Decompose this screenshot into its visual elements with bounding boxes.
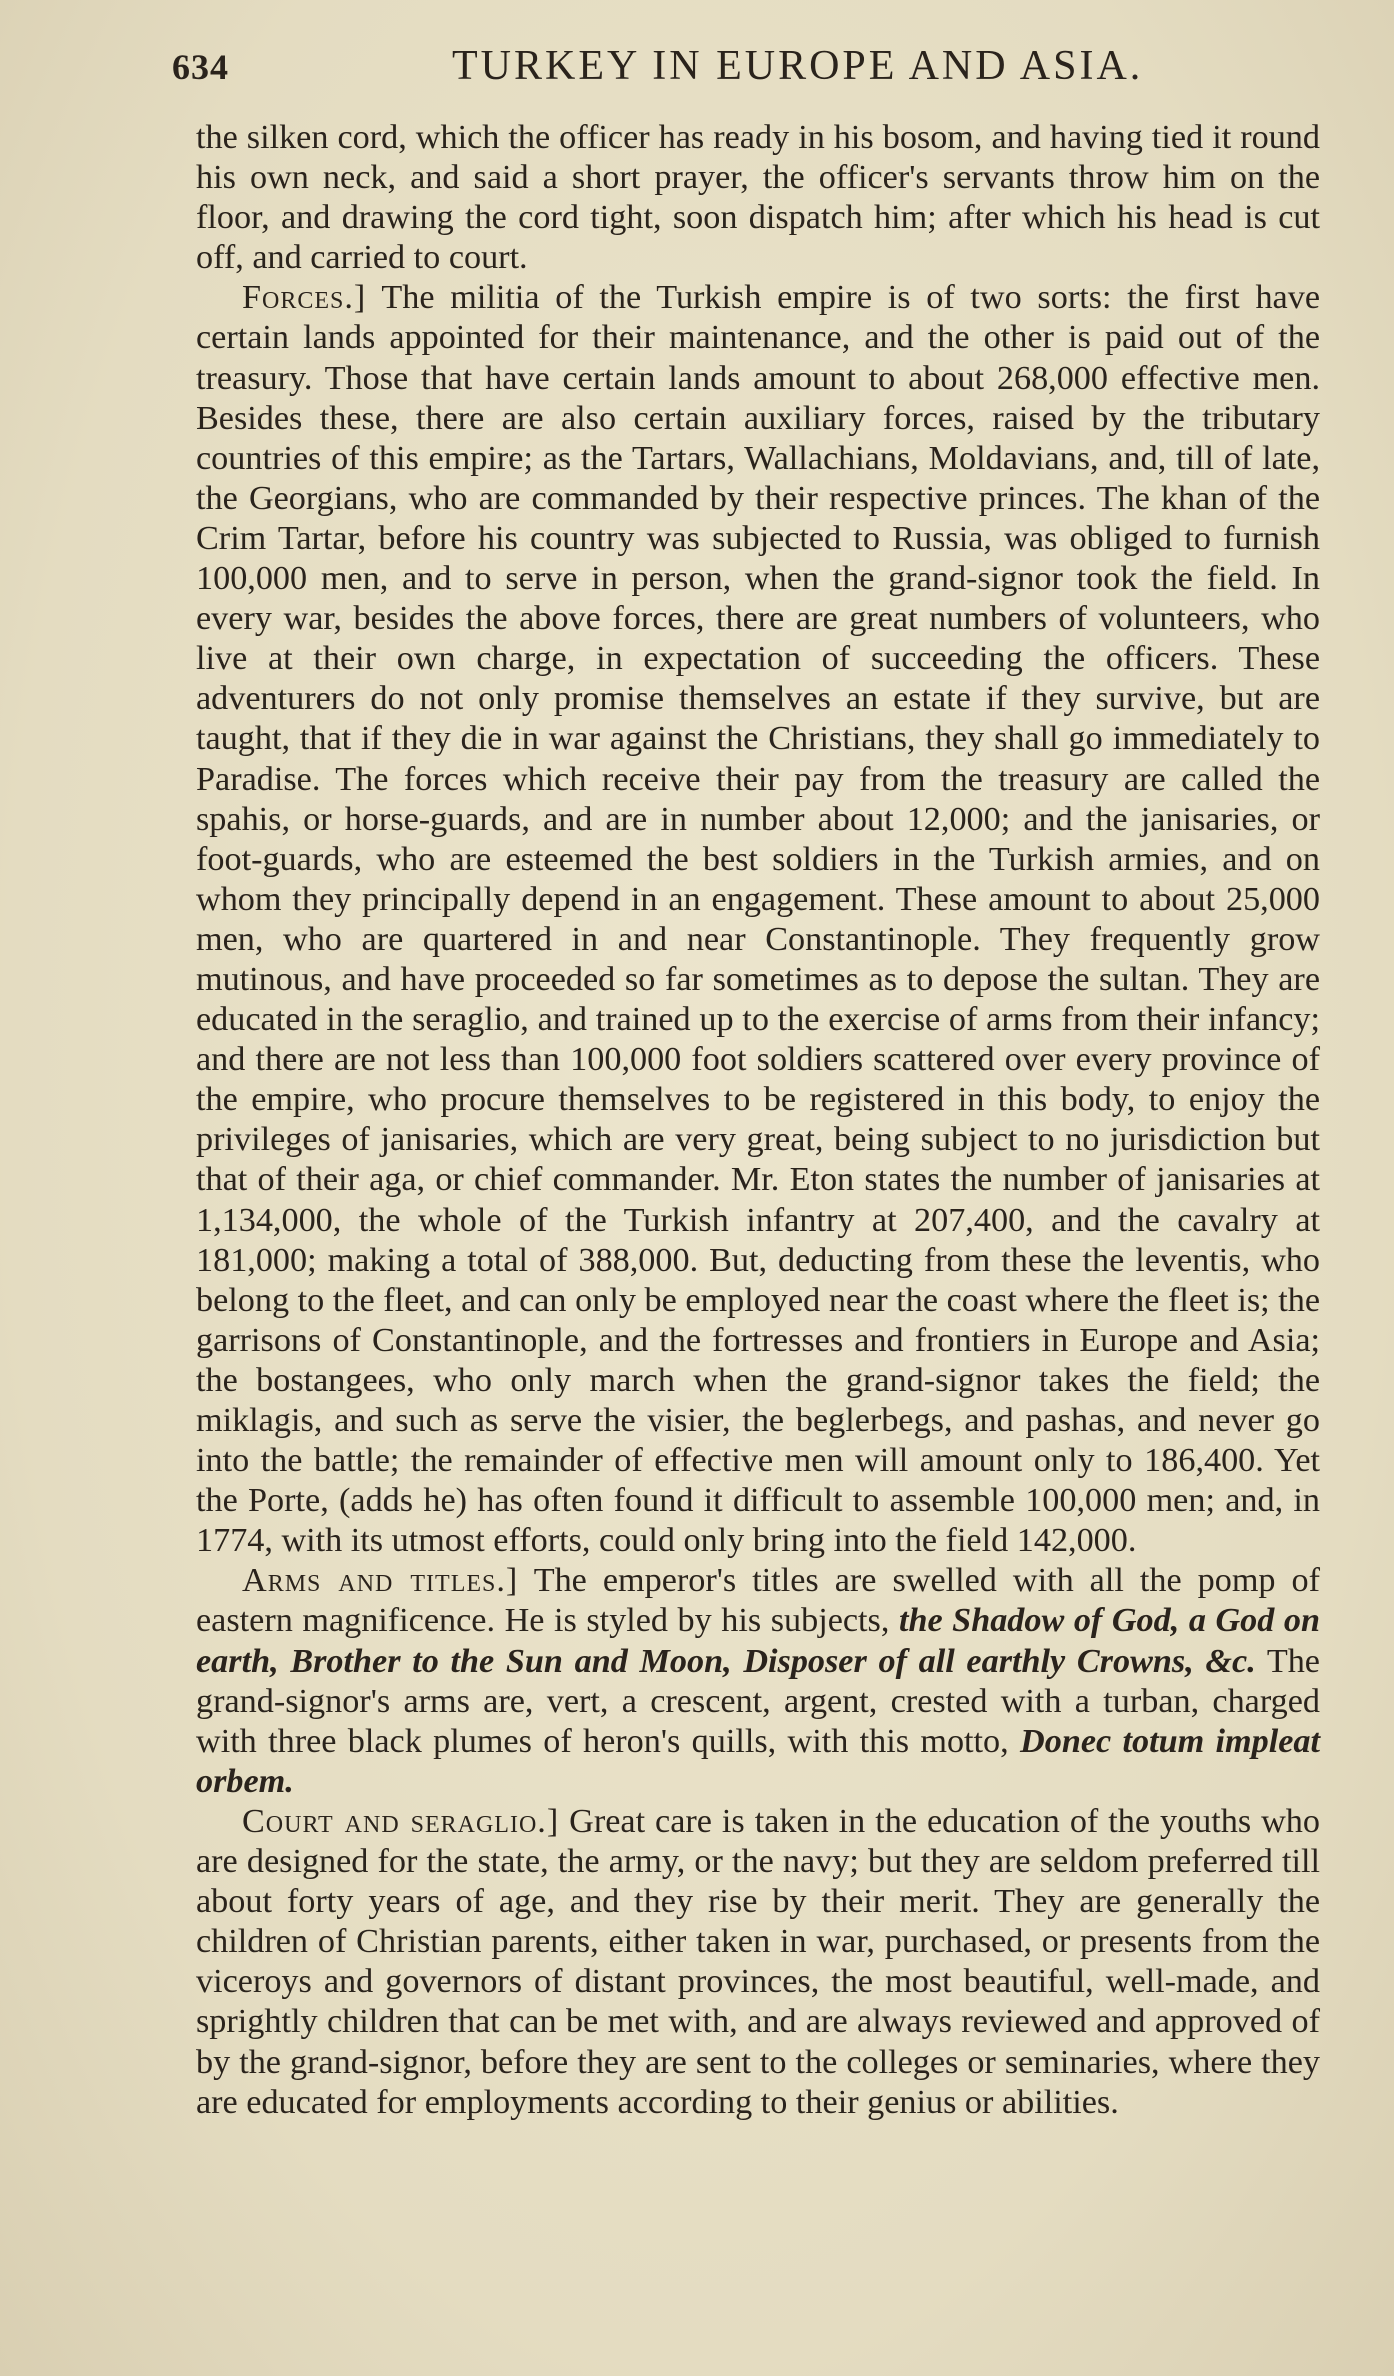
paragraph-text: The grand-signor's arms are, vert, a crescent, argent, crested with a turban, charged with three black plumes of heron's quills, with this motto, (196, 1642, 1320, 1760)
running-title: TURKEY IN EUROPE AND ASIA. (452, 43, 1144, 89)
arms-motto-italic: Donec totum impleat orbem. (196, 1722, 1320, 1800)
section-heading-forces: Forces.] (242, 279, 367, 317)
paragraph-text: the silken cord, which the officer has ready in his bosom, and having tied it round his own neck, and said a short prayer, the officer's servants throw him on the floor, and drawing the cord tight, soon dispatch him; after which his head is cut off, and carried to court. (196, 119, 1320, 277)
body-text (196, 118, 1320, 2123)
paragraph-court-and-seraglio (196, 1802, 1320, 2123)
paragraph-arms-and-titles (196, 1561, 1320, 1802)
section-heading-arms-and-titles: Arms and titles.] (242, 1562, 519, 1600)
section-heading-court-and-seraglio: Court and seraglio.] (242, 1802, 560, 1840)
paragraph-execution (196, 118, 1320, 278)
paragraph-text: The militia of the Turkish empire is of two sorts: the first have certain lands appointed for their maintenance, and the other is paid out of the treasury. Those that have certain lands amount to about 268,000 effective men. Besides these, there are also certain auxiliary forces, raised by the tributary countries of this empire; as the Tartars, Wallachians, Moldavians, and, till of late, the Georgians, who are commanded by their respective princes. The khan of the Crim Tartar, before his country was subjected to Russia, was obliged to furnish 100,000 men, and to serve in person, when the grand-signor took the field. In every war, besides the above forces, there are great numbers of volunteers, who live at their own charge, in expectation of succeeding the officers. These adventurers do not only promise themselves an estate if they survive, but are taught, that if they die in war against the Christians, they shall go immediately to Paradise. The forces which receive their pay from the treasury are called the spahis, or horse-guards, and are in number about 12,000; and the janisaries, or foot-guards, who are esteemed the best soldiers in the Turkish armies, and on whom they principally depend in an engagement. These amount to about 25,000 men, who are quartered in and near Constantinople. They frequently grow mutinous, and have proceeded so far sometimes as to depose the sultan. They are educated in the seraglio, and trained up to the exercise of arms from their infancy; and there are not less than 100,000 foot soldiers scattered over every province of the empire, who procure themselves to be registered in this body, to enjoy the privileges of janisaries, which are very great, being subject to no jurisdiction but that of their aga, or chief commander. Mr. Eton states the number of janisaries at 1,134,000, the whole of the Turkish infantry at 207,400, and the cavalry at 181,000; making a total of 388,000. But, deducting from these the leventis, who belong to the fleet, and can only be employed near the coast where the fleet is; the garrisons of Constantinople, and the fortresses and frontiers in Europe and Asia; the bostangees, who only march when the grand-signor takes the field; the miklagis, and such as serve the visier, the beglerbegs, and pashas, and never go into the battle; the remainder of effective men will amount only to 186,400. Yet the Porte, (adds he) has often found it difficult to assemble 100,000 men; and, in 1774, with its utmost efforts, could only bring into the field 142,000. (196, 279, 1320, 1560)
page-header (172, 42, 1342, 92)
paragraph-text: Great care is taken in the education of the youths who are designed for the state, the army, or the navy; but they are seldom preferred till about forty years of age, and they rise by their merit. They are generally the children of Christian parents, either taken in war, purchased, or presents from the viceroys and governors of distant provinces, the most beautiful, well-made, and sprightly children that can be met with, and are always reviewed and approved of by the grand-signor, before they are sent to the colleges or seminaries, where they are educated for employments according to their genius or abilities. (196, 1802, 1320, 2121)
page-number: 634 (172, 47, 229, 87)
paragraph-text: The emperor's titles are swelled with all the pomp of eastern magnificence. He is styled by his subjects, (196, 1562, 1320, 1640)
paragraph-forces (196, 278, 1320, 1561)
emperor-titles-italic: the Shadow of God, a God on earth, Brother to the Sun and Moon, Disposer of all earthly Crowns, &c. (196, 1602, 1321, 1680)
